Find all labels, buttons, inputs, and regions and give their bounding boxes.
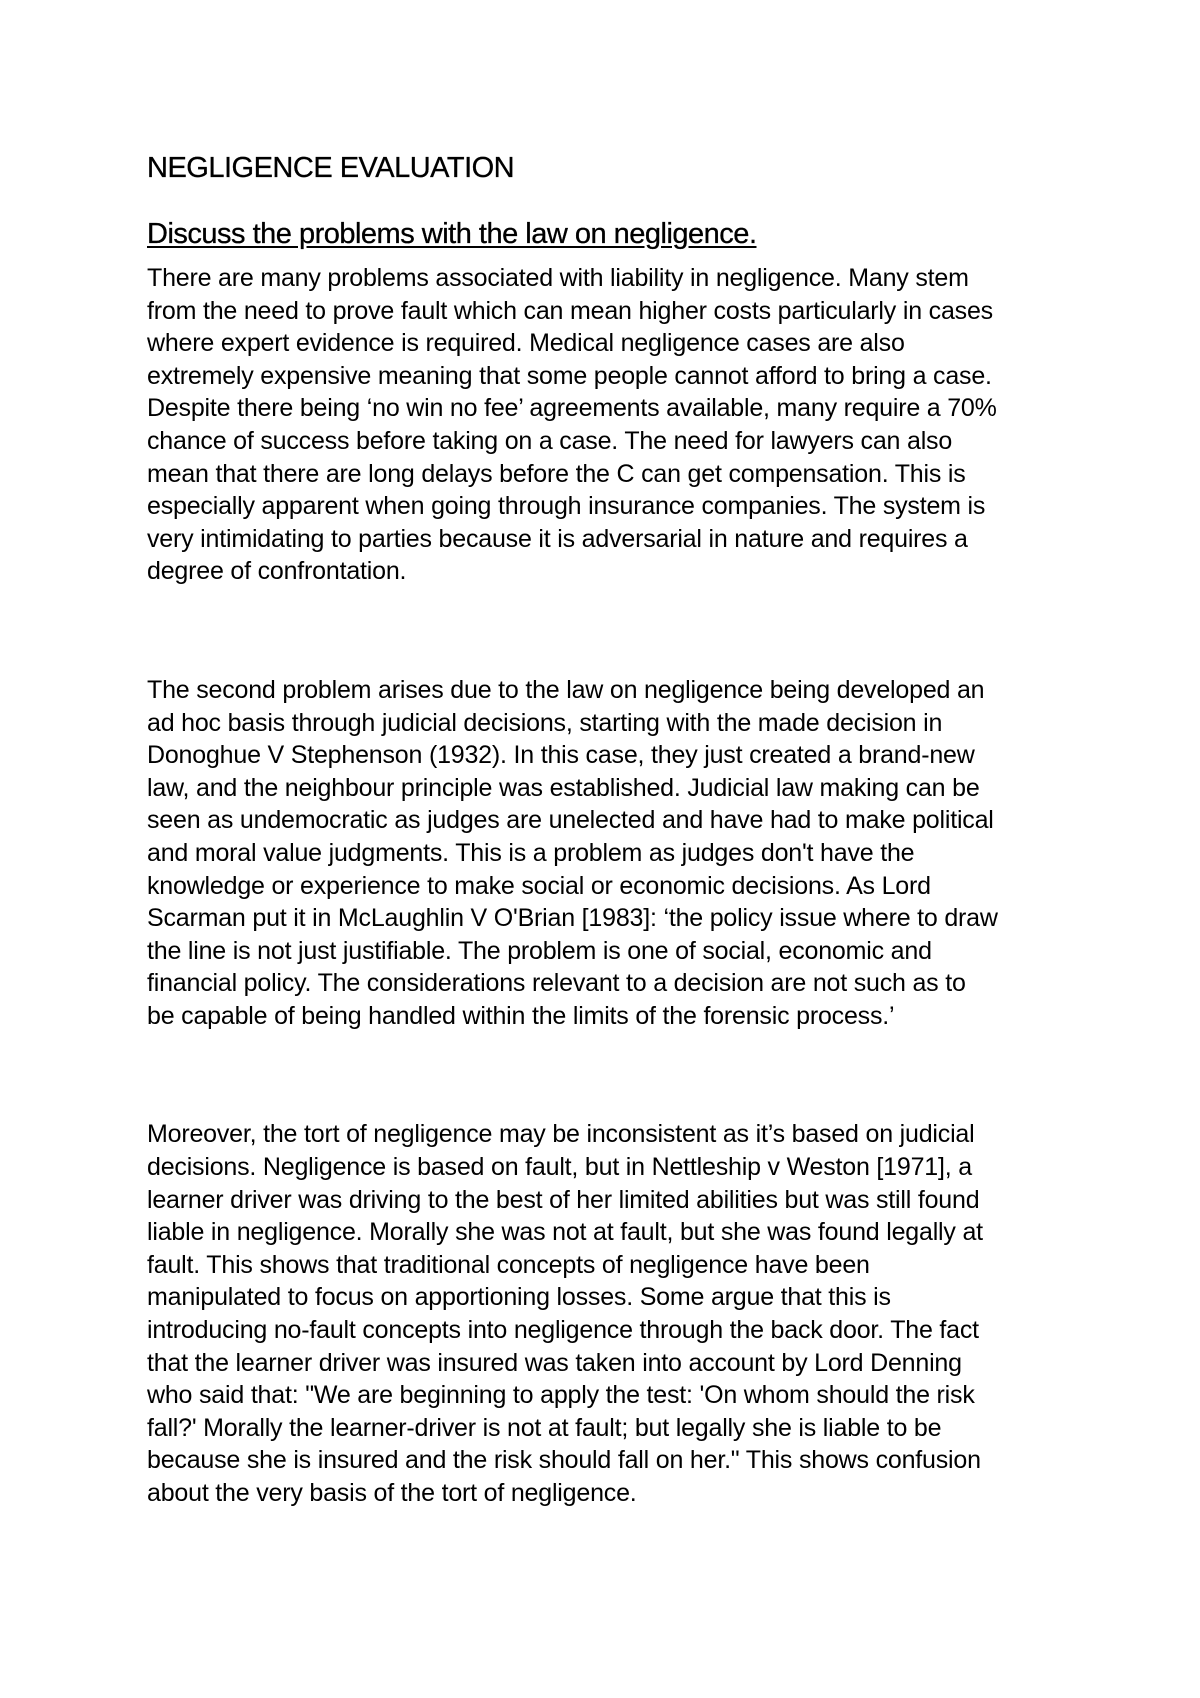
document-title: NEGLIGENCE EVALUATION	[147, 152, 515, 184]
document-page	[147, 148, 1077, 1510]
document-subtitle: Discuss the problems with the law on negligence.	[147, 218, 757, 250]
paragraph-fault-and-costs: There are many problems associated with liability in negligence. Many stem from the need to prove fault which can mean higher costs particularly in cases where expert evidence is required. Medical negligence cases are also extremely expensive meaning that some people cannot afford to bring a case. Despite there being ‘no win no fee’ agreements available, many require a 70% chance of success before taking on a case. The need for lawyers can also mean that there are long delays before the C can get compensation. This is especially apparent when going through insurance companies. The system is very intimidating to parties because it is adversarial in nature and requires a degree of confrontation.	[147, 264, 997, 586]
paragraph-inconsistency: Moreover, the tort of negligence may be inconsistent as it’s based on judicial decisions. Negligence is based on fault, but in Nettleship v Weston [1971], a learner driver was driving to the best of her limited abilities but was still found liable in negligence. Morally she was not at fault, but she was found legally at fault. This shows that traditional concepts of negligence have been manipulated to focus on apportioning losses. Some argue that this is introducing no-fault concepts into negligence through the back door. The fact that the learner driver was insured was taken into account by Lord Denning who said that: "We are beginning to apply the test: 'On whom should the risk fall?' Morally the learner-driver is not at fault; but legally she is liable to be because she is insured and the risk should fall on her." This shows confusion about the very basis of the tort of negligence.	[147, 1120, 983, 1507]
paragraph-judicial-law-making: The second problem arises due to the law on negligence being developed an ad hoc basis through judicial decisions, starting with the made decision in Donoghue V Stephenson (1932). In this case, they just created a brand-new law, and the neighbour principle was established. Judicial law making can be seen as undemocratic as judges are unelected and have had to make political and moral value judgments. This is a problem as judges don't have the knowledge or experience to make social or economic decisions. As Lord Scarman put it in McLaughlin V O'Brian [1983]: ‘the policy issue where to draw the line is not just justifiable. The problem is one of social, economic and financial policy. The considerations relevant to a decision are not such as to be capable of being handled within the limits of the forensic process.’	[147, 675, 998, 1030]
